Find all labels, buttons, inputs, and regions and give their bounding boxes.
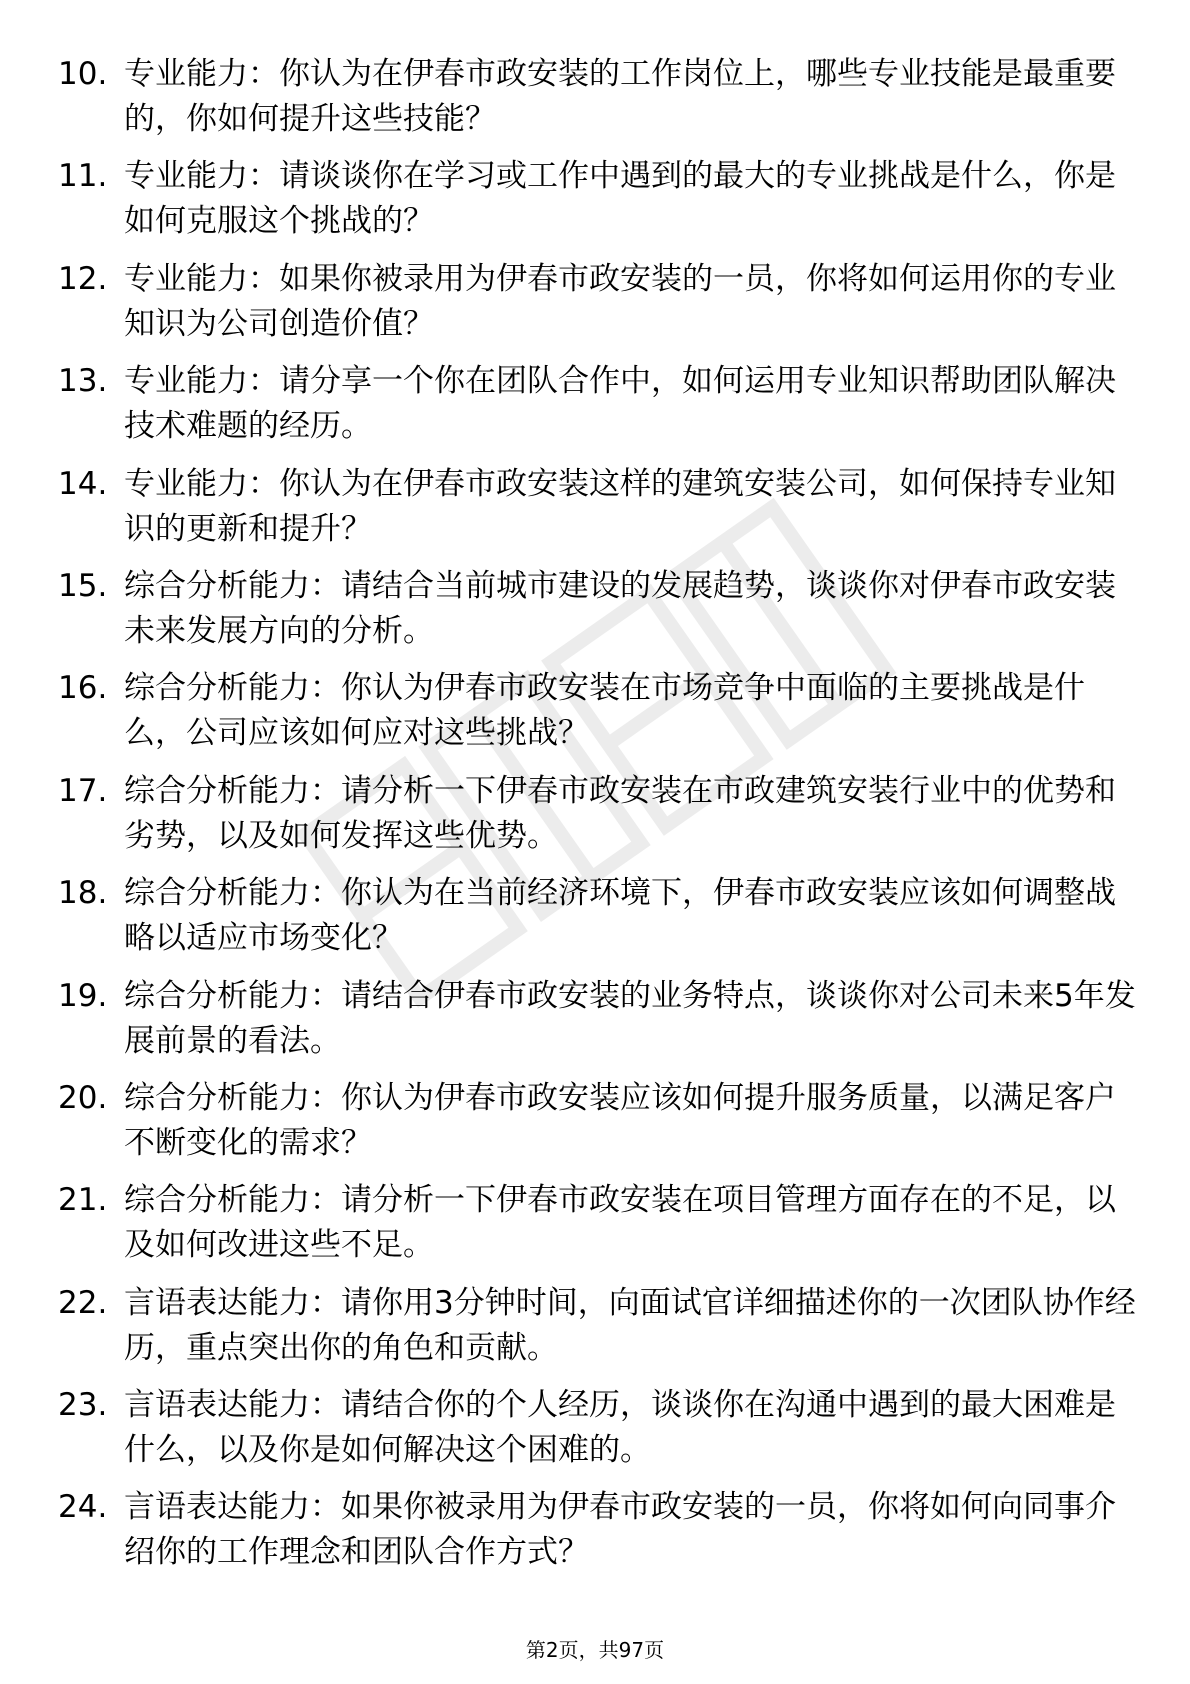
question-item — [58, 1383, 1138, 1473]
question-text: 综合分析能力：你认为伊春市政安装在市场竞争中面临的主要挑战是什么，公司应该如何应对这些挑战？ — [124, 670, 1085, 752]
question-item — [58, 769, 1138, 859]
question-text: 专业能力：你认为在伊春市政安装这样的建筑安装公司，如何保持专业知识的更新和提升？ — [124, 465, 1116, 547]
question-item — [58, 1281, 1138, 1371]
question-text: 专业能力：如果你被录用为伊春市政安装的一员，你将如何运用你的专业知识为公司创造价值？ — [124, 260, 1116, 342]
question-text: 专业能力：你认为在伊春市政安装的工作岗位上，哪些专业技能是最重要的，你如何提升这些技能？ — [124, 56, 1116, 137]
question-text: 综合分析能力：你认为在当前经济环境下，伊春市政安装应该如何调整战略以适应市场变化？ — [124, 875, 1116, 957]
question-number: 21. — [58, 1182, 108, 1219]
question-number: 22. — [58, 1284, 108, 1321]
question-number: 11. — [58, 158, 108, 195]
question-text: 综合分析能力：你认为伊春市政安装应该如何提升服务质量，以满足客户不断变化的需求？ — [124, 1079, 1116, 1161]
question-number: 16. — [58, 670, 108, 707]
question-item — [58, 666, 1138, 756]
question-text: 专业能力：请分享一个你在团队合作中，如何运用专业知识帮助团队解决技术难题的经历。 — [124, 363, 1116, 445]
question-number: 10. — [58, 56, 108, 92]
question-item — [58, 257, 1138, 347]
question-item — [58, 564, 1138, 654]
question-number: 24. — [58, 1489, 108, 1526]
question-number: 14. — [58, 465, 108, 502]
question-item — [58, 1178, 1138, 1268]
question-item — [58, 1076, 1138, 1166]
question-item — [58, 974, 1138, 1064]
question-text: 言语表达能力：请你用3分钟时间，向面试官详细描述你的一次团队协作经历，重点突出你的角色和贡献。 — [124, 1284, 1136, 1366]
question-number: 18. — [58, 875, 108, 912]
question-number: 15. — [58, 567, 108, 604]
question-text: 综合分析能力：请结合伊春市政安装的业务特点，谈谈你对公司未来5年发展前景的看法。 — [124, 977, 1136, 1059]
question-item — [58, 154, 1138, 244]
question-number: 19. — [58, 977, 108, 1014]
page-footer: 第2页，共97页 — [525, 1638, 665, 1662]
question-item — [58, 1485, 1138, 1575]
question-item — [58, 871, 1138, 961]
question-number: 23. — [58, 1387, 108, 1424]
question-number: 13. — [58, 363, 108, 400]
question-number: 12. — [58, 260, 108, 297]
question-number: 17. — [58, 772, 108, 809]
question-number: 20. — [58, 1079, 108, 1116]
question-text: 专业能力：请谈谈你在学习或工作中遇到的最大的专业挑战是什么，你是如何克服这个挑战的？ — [124, 158, 1116, 240]
question-text: 综合分析能力：请分析一下伊春市政安装在项目管理方面存在的不足，以及如何改进这些不足。 — [124, 1182, 1116, 1264]
question-item — [58, 462, 1138, 552]
question-text: 言语表达能力：如果你被录用为伊春市政安装的一员，你将如何向同事介绍你的工作理念和团队合作方式？ — [124, 1489, 1116, 1571]
question-text: 综合分析能力：请结合当前城市建设的发展趋势，谈谈你对伊春市政安装未来发展方向的分析。 — [124, 567, 1116, 649]
question-item — [58, 359, 1138, 449]
question-text: 综合分析能力：请分析一下伊春市政安装在市政建筑安装行业中的优势和劣势，以及如何发挥这些优势。 — [124, 772, 1116, 854]
question-list — [58, 52, 1138, 1588]
question-item — [58, 52, 1138, 142]
question-text: 言语表达能力：请结合你的个人经历，谈谈你在沟通中遇到的最大困难是什么，以及你是如何解决这个困难的。 — [124, 1387, 1116, 1469]
